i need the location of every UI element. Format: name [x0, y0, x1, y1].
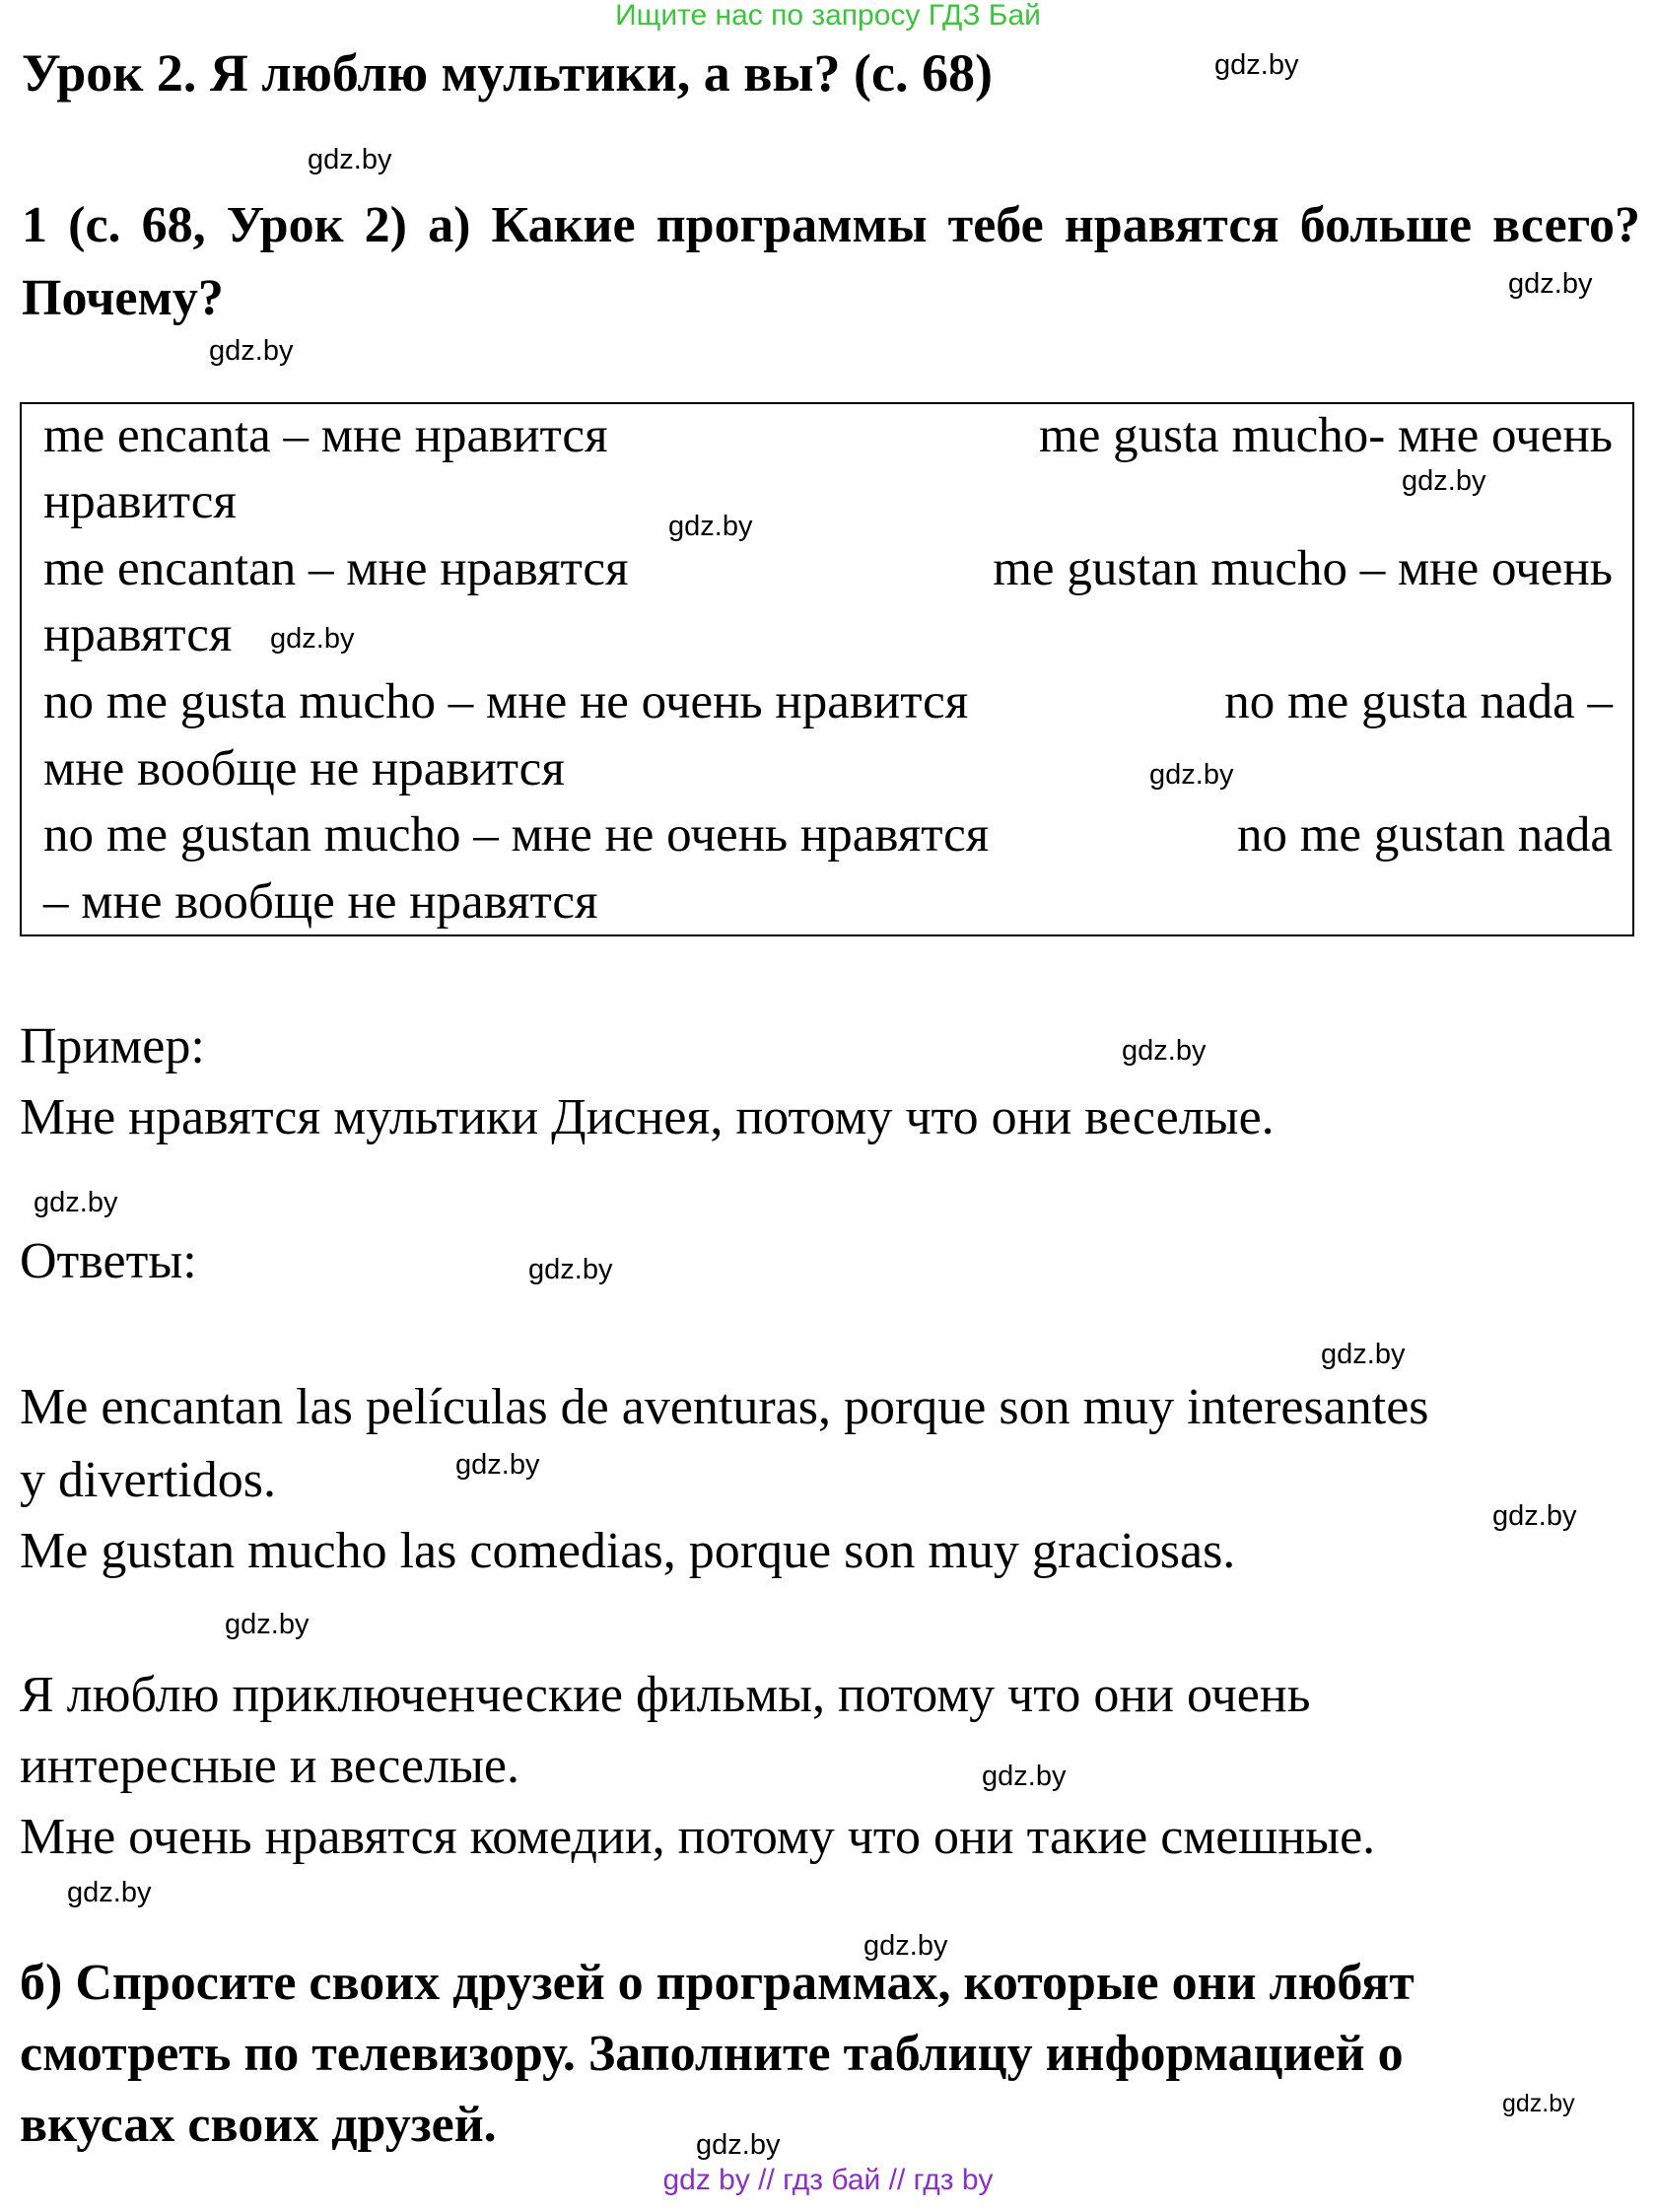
vocabulary-row — [43, 537, 1613, 600]
vocabulary-row — [43, 404, 1613, 467]
vocabulary-row — [43, 670, 1613, 733]
answer-line: интересные и веселые. — [20, 1738, 519, 1794]
watermark: gdz.by — [209, 335, 294, 367]
vocabulary-phrase: me gustan mucho – мне очень — [993, 541, 1613, 596]
watermark: gdz.by — [1122, 1035, 1207, 1067]
footer-links[interactable]: gdz by // гдз бай // гдз by — [662, 2164, 994, 2196]
watermark: gdz.by — [34, 1187, 118, 1218]
vocabulary-phrase: нравятся — [43, 607, 233, 662]
watermark: gdz.by — [67, 1877, 152, 1908]
watermark: gdz.by — [308, 144, 392, 175]
answer-line: Me gustan mucho las comedias, porque son muy graciosas. — [20, 1523, 1236, 1579]
vocabulary-phrase: no me gusta mucho – мне не очень нравится — [43, 674, 969, 729]
search-banner[interactable]: Ищите нас по запросу ГДЗ Бай — [615, 0, 1041, 32]
task-1-heading: 1 (с. 68, Урок 2) а) Какие программы тебе нравятся больше всего? Почему? — [22, 197, 1640, 326]
watermark: gdz.by — [863, 1930, 948, 1962]
answer-line — [20, 1664, 1634, 1727]
watermark: gdz.by — [1214, 49, 1299, 81]
watermark: gdz.by — [1149, 759, 1234, 791]
vocabulary-phrase: no me gustan nada — [1237, 807, 1613, 863]
task-b-line — [20, 2090, 1634, 2161]
watermark: gdz.by — [696, 2129, 781, 2161]
vocabulary-phrase: me gusta mucho- мне очень — [1039, 408, 1613, 463]
answer-line: y divertidos. — [20, 1452, 276, 1508]
answer-text: Я люблю приключенческие фильмы, потому что они очень — [20, 1667, 1311, 1723]
task-b-text: б) Спросите своих друзей о программах, которые они любят — [20, 1955, 1414, 2011]
vocabulary-row — [43, 870, 1613, 933]
watermark: gdz.by — [1402, 465, 1486, 497]
task-b-line — [20, 2019, 1634, 2090]
vocabulary-row — [43, 737, 1613, 800]
watermark: gdz.by — [270, 623, 355, 655]
answer-line: Мне очень нравятся комедии, потому что они такие смешные. — [20, 1809, 1376, 1865]
example-label: Пример: — [20, 1018, 205, 1074]
vocabulary-phrase: нравится — [43, 474, 237, 529]
vocabulary-row — [43, 803, 1613, 866]
watermark: gdz.by — [1508, 268, 1593, 300]
task-b-line — [20, 1948, 1634, 2019]
task-b-text: вкусах своих друзей. — [20, 2097, 497, 2153]
watermark: gdz.by — [1492, 1500, 1577, 1532]
vocabulary-phrase: no me gusta nada – — [1224, 674, 1613, 729]
watermark: gdz.by — [668, 511, 753, 542]
vocabulary-phrase: no me gustan mucho – мне не очень нравятся — [43, 807, 990, 863]
watermark: gdz.by — [982, 1761, 1067, 1792]
watermark: gdz.by — [225, 1609, 310, 1640]
vocabulary-phrase: мне вообще не нравится — [43, 741, 565, 796]
answer-line: Me encantan las películas de aventuras, porque son muy interesantes — [20, 1379, 1429, 1435]
answers-label: Ответы: — [20, 1233, 197, 1289]
watermark: gdz.by — [1321, 1339, 1406, 1370]
vocabulary-row — [43, 470, 1613, 533]
lesson-title: Урок 2. Я люблю мультики, а вы? (с. 68) — [22, 43, 993, 103]
vocabulary-phrase: me encanta – мне нравится — [43, 408, 608, 463]
vocabulary-phrase: – мне вообще не нравятся — [43, 874, 598, 930]
watermark: gdz.by — [455, 1449, 540, 1481]
example-text: Мне нравятся мультики Диснея, потому что они веселые. — [20, 1089, 1275, 1145]
watermark: gdz.by — [1502, 2090, 1575, 2117]
vocabulary-phrase: me encantan – мне нравятся — [43, 541, 629, 596]
task-b-text: смотреть по телевизору. Заполните таблицу информацией о — [20, 2026, 1404, 2082]
watermark: gdz.by — [528, 1254, 613, 1285]
